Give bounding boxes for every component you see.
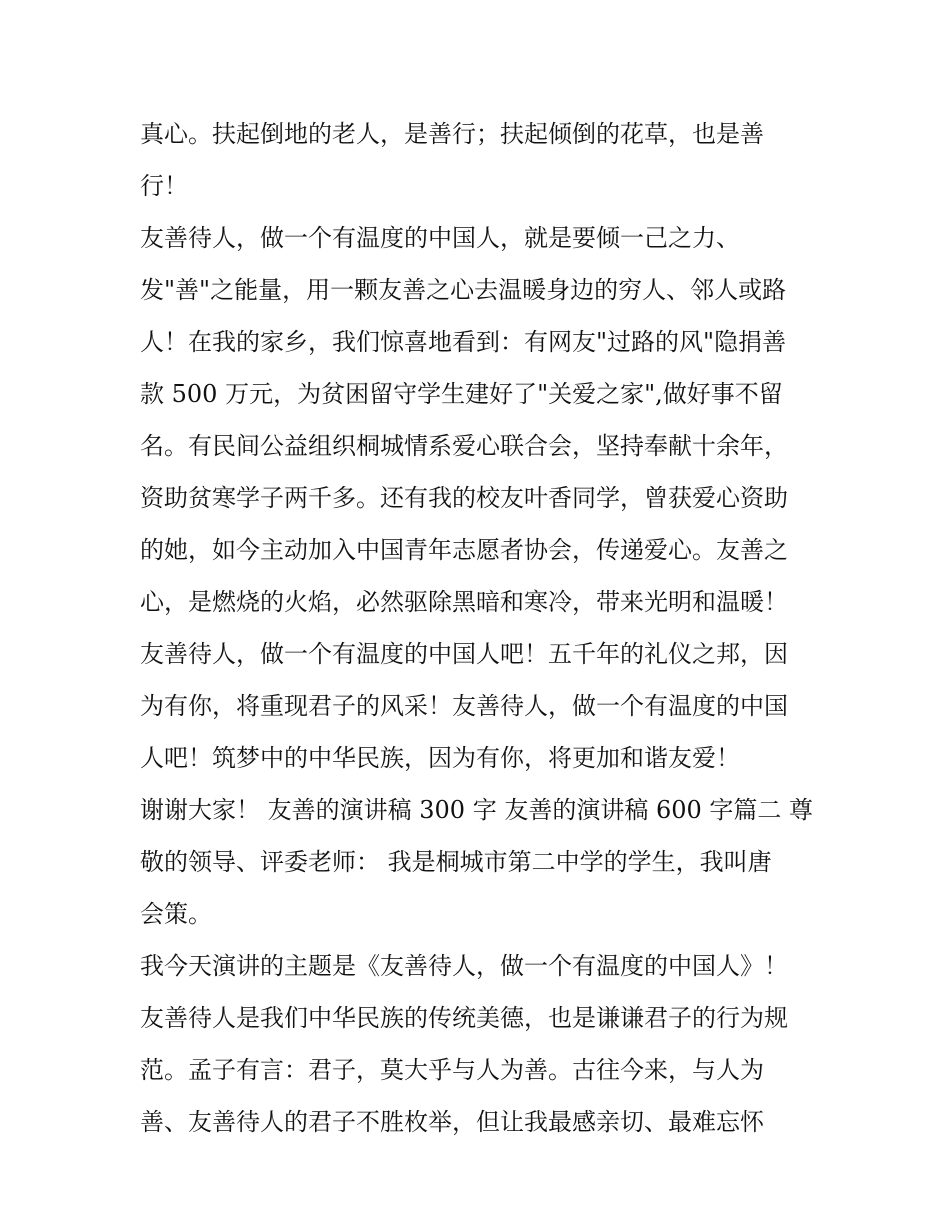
text-line-10: 心，是燃烧的火焰，必然驱除黑暗和寒冷，带来光明和温暖！ xyxy=(140,588,788,616)
text-line-16: 会策。 xyxy=(140,900,212,928)
text-line-14: 谢谢大家！ 友善的演讲稿 300 字 友善的演讲稿 600 字篇二 尊 xyxy=(140,796,814,824)
text-line-4: 发"善"之能量，用一颗友善之心去温暖身边的穷人、邻人或路 xyxy=(140,276,787,304)
text-line-1: 真心。扶起倒地的老人，是善行；扶起倾倒的花草，也是善 xyxy=(140,120,764,148)
text-line-12: 为有你，将重现君子的风采！友善待人，做一个有温度的中国 xyxy=(140,692,788,720)
text-line-13: 人吧！筑梦中的中华民族，因为有你，将更加和谐友爱！ xyxy=(140,744,740,772)
text-line-19: 范。孟子有言：君子，莫大乎与人为善。古往今来，与人为 xyxy=(140,1056,764,1084)
text-line-7: 名。有民间公益组织桐城情系爱心联合会，坚持奉献十余年， xyxy=(140,432,788,460)
text-line-18: 友善待人是我们中华民族的传统美德，也是谦谦君子的行为规 xyxy=(140,1004,788,1032)
text-line-2: 行！ xyxy=(140,172,188,200)
text-line-9: 的她，如今主动加入中国青年志愿者协会，传递爱心。友善之 xyxy=(140,536,788,564)
text-line-5: 人！在我的家乡，我们惊喜地看到：有网友"过路的风"隐捐善 xyxy=(140,328,787,356)
text-line-17: 我今天演讲的主题是《友善待人，做一个有温度的中国人》！ xyxy=(140,952,788,980)
text-line-8: 资助贫寒学子两千多。还有我的校友叶香同学，曾获爱心资助 xyxy=(140,484,788,512)
text-line-15: 敬的领导、评委老师： 我是桐城市第二中学的学生，我叫唐 xyxy=(140,848,772,876)
speech-text-body xyxy=(140,108,830,1148)
text-line-11: 友善待人，做一个有温度的中国人吧！五千年的礼仪之邦，因 xyxy=(140,640,788,668)
text-line-3: 友善待人，做一个有温度的中国人，就是要倾一己之力、 xyxy=(140,224,740,252)
text-line-6: 款 500 万元，为贫困留守学生建好了"关爱之家",做好事不留 xyxy=(140,380,783,408)
text-line-20: 善、友善待人的君子不胜枚举，但让我最感亲切、最难忘怀 xyxy=(140,1108,764,1136)
